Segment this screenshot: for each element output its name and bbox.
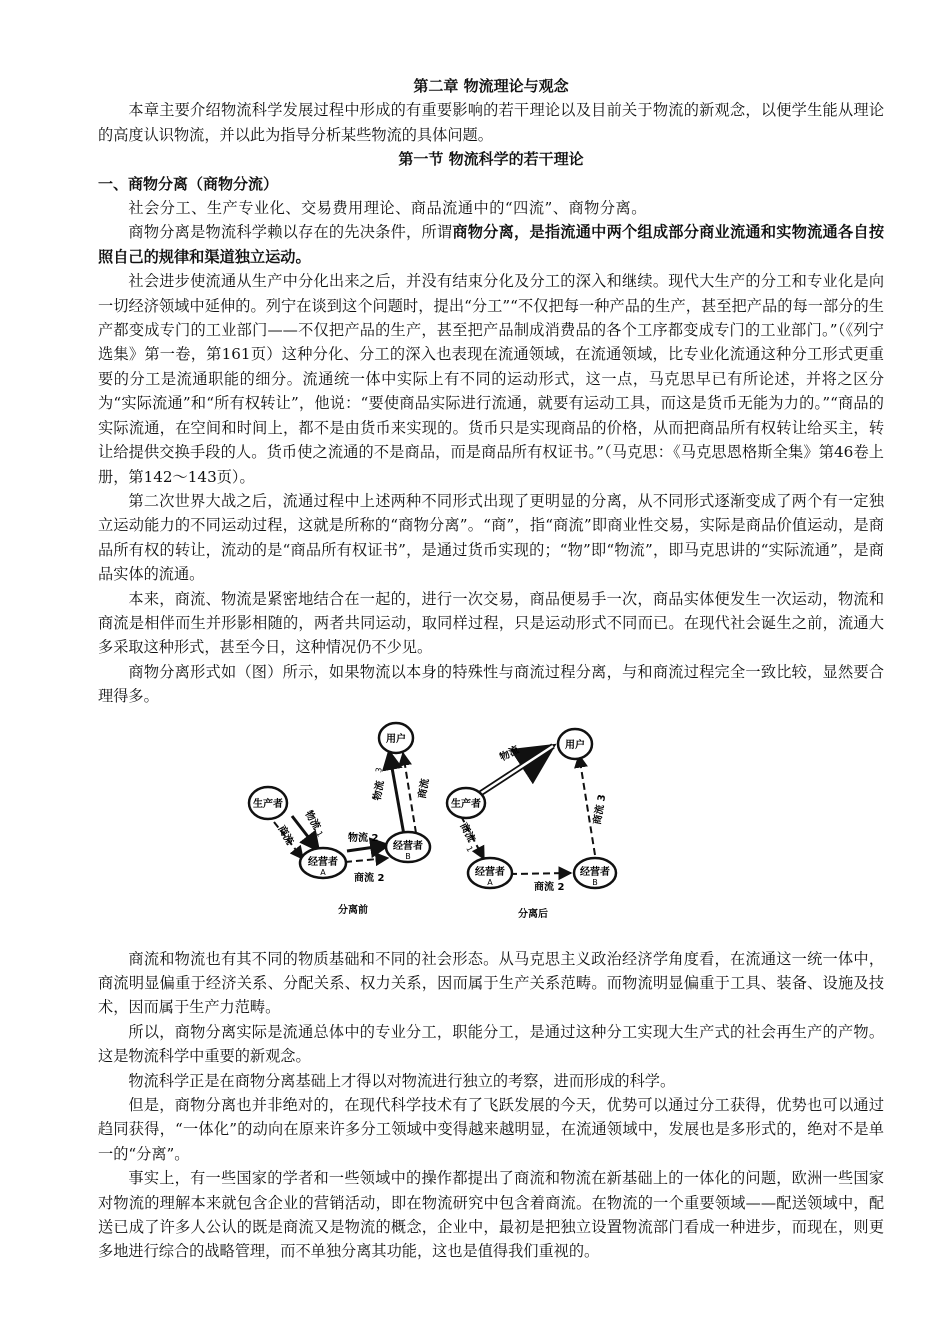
label-num-1-after: 1 <box>464 844 475 853</box>
label-shangliu-1-after: 商流 <box>457 820 477 844</box>
paragraph-8: 物流科学正是在商物分离基础上才得以对物流进行独立的考察，进而形成的科学。 <box>128 1071 676 1090</box>
edge-shangliu-2-after <box>510 873 571 874</box>
node-dealer-a-label: 经营者 <box>308 856 338 868</box>
node-dealer-b-label: 经营者 <box>393 840 423 852</box>
intro-paragraph: 本章主要介绍物流科学发展过程中形成的有重要影响的若干理论以及目前关于物流的新观念，以便学生能从理论的高度认识物流，并以此为指导分析某些物流的具体问题。 <box>98 101 884 144</box>
keywords-line: 社会分工、生产专业化、交易费用理论、商品流通中的“四流”、商物分离。 <box>128 199 647 218</box>
node-user-label: 用户 <box>386 733 406 745</box>
label-shangliu-1: 商流 <box>275 823 295 847</box>
paragraph-3: 第二次世界大战之后，流通过程中上述两种不同形式出现了更明显的分离，从不同形式逐渐变成了两个有一定独立运动能力的不同运动过程，这就是所称的“商物分离”。“商”，指“商流”即商业性交易，实际是商品价值运动，是商品所有权的转让，流动的是“商品所有权证书”，是通过货币实现的；“物”即“物流”，即马克思讲的“实际流通”，是商品实体的流通。 <box>98 491 884 584</box>
caption-before: 分离前 <box>338 904 368 916</box>
paragraph-5: 商物分离形式如（图）所示，如果物流以本身的特殊性与商流过程分离，与和商流过程完全一致比较，显然要合理得多。 <box>98 662 884 706</box>
paragraph-1 <box>98 220 884 269</box>
edge-shangliu-3 <box>403 753 416 833</box>
paragraph-1-definition: 商物分离，是指流通中两个组成部分商业流通和实物流通各自按照自己的规律和渠道独立运动。 <box>98 223 885 266</box>
edge-wuliu-3 <box>389 751 404 835</box>
node-dealer-a-after-label: 经营者 <box>475 866 505 878</box>
node-dealer-b-after-sub: B <box>592 877 598 887</box>
paragraph-7: 所以，商物分离实际是流通总体中的专业分工，职能分工，是通过这种分工实现大生产式的社会再生产的产物。这是物流科学中重要的新观念。 <box>98 1022 884 1066</box>
paragraph-10: 事实上，有一些国家的学者和一些领域中的操作都提出了商流和物流在新基础上的一体化的问题，欧洲一些国家对物流的理解本来就包含企业的营销活动，即在物流研究中包含着商流。在物流的一个重要领域——配送领域中，配送已成了许多人公认的既是商流又是物流的概念，企业中，最初是把独立设置物流部门看成一种进步，而现在，则更多地进行综合的战略管理，而不单独分离其功能，这也是值得我们重视的。 <box>98 1169 884 1261</box>
label-shangliu-2-after: 商流 2 <box>534 881 565 893</box>
chapter-title: 第二章 物流理论与观念 <box>413 77 569 95</box>
label-wuliu-after: 物流 <box>498 744 522 764</box>
paragraph-1-text: 商物分离是物流科学赖以存在的先决条件，所谓 <box>128 223 453 242</box>
label-shangliu-2: 商流 2 <box>354 872 385 884</box>
paragraph-4: 本来，商流、物流是紧密地结合在一起的，进行一次交易，商品便易手一次，商品实体便发生一次运动，物流和商流是相伴而生并形影相随的，两者共同运动，取同样过程，只是运动形式不同而已。在现代社会诞生之前，流通大多采取这种形式，甚至今日，这种情况仍不少见。 <box>98 589 884 657</box>
label-shangliu-3-after: 商流 3 <box>592 793 609 826</box>
label-num-1: 1 <box>314 829 325 838</box>
node-dealer-b-sub: B <box>405 851 411 861</box>
paragraph-9: 但是，商物分离也并非绝对的，在现代科学技术有了飞跃发展的今天，优势可以通过分工获得，优势也可以通过趋同获得，“一体化”的动向在原来许多分工领域中变得越来越明显，在流通领域中，发展也是多形式的，绝对不是单一的“分离”。 <box>98 1096 884 1163</box>
paragraph-6: 商流和物流也有其不同的物质基础和不同的社会形态。从马克思主义政治经济学角度看，在流通这一统一体中，商流明显偏重于经济关系、分配关系、权力关系，因而属于生产关系范畴。而物流明显偏重于工具、装备、设施及技术，因而属于生产力范畴。 <box>98 949 884 1017</box>
document-page <box>98 74 884 1264</box>
figure-commerce-logistics-separation <box>98 713 884 939</box>
section-title: 第一节 物流科学的若干理论 <box>398 150 584 169</box>
node-dealer-a-after-sub: A <box>487 877 493 887</box>
label-wuliu-3: 物流 <box>372 779 387 802</box>
node-user-after-label: 用户 <box>565 739 585 751</box>
node-dealer-a-sub: A <box>320 867 326 877</box>
caption-after: 分离后 <box>518 908 548 920</box>
node-dealer-b-after-label: 经营者 <box>580 866 610 878</box>
edge-shangliu-3-after <box>579 755 595 855</box>
label-wuliu-2: 物流 2 <box>348 832 379 844</box>
label-shangliu-3: 商流 <box>417 777 432 800</box>
edge-wuliu-2 <box>347 845 389 851</box>
node-producer-after-label: 生产者 <box>451 798 481 810</box>
label-num-3: 3 <box>374 766 384 773</box>
diagram-before <box>249 723 431 916</box>
label-wuliu-1: 物流 <box>302 808 322 832</box>
figure-svg <box>98 713 884 939</box>
diagram-after <box>447 729 616 920</box>
paragraph-2: 社会进步使流通从生产中分化出来之后，并没有结束分化及分工的深入和继续。现代大生产的分工和专业化是向一切经济领域中延伸的。列宁在谈到这个问题时，提出“分工”“不仅把每一种产品的生产，甚至把产品的每一部分的生产都变成专门的工业部门——不仅把产品的生产，甚至把产品制成消费品的各个工序都变成专门的工业部门。”（《列宁选集》第一卷，第161页）这种分化、分工的深入也表现在流通领域，在流通领域，比专业化流通这种分工形式更重要的分工是流通职能的细分。流通统一体中实际上有不同的运动形式，这一点，马克思早已有所论述，并将之区分为“实际流通”和“所有权转让”，他说：“要使商品实际进行流通，就要有运动工具，而这是货币无能为力的。”“商品的实际流通，在空间和时间上，都不是由货币来实现的。货币只是实现商品的价格，从而把商品所有权转让给买主，转让给提供交换手段的人。货币使之流通的不是商品，而是商品所有权证书。”（马克思：《马克思恩格斯全集》第46卷上册，第142～143页）。 <box>98 272 884 486</box>
node-producer-label: 生产者 <box>253 798 283 810</box>
edge-shangliu-2 <box>345 858 388 862</box>
heading-1: 一、商物分离（商物分流） <box>98 174 279 193</box>
